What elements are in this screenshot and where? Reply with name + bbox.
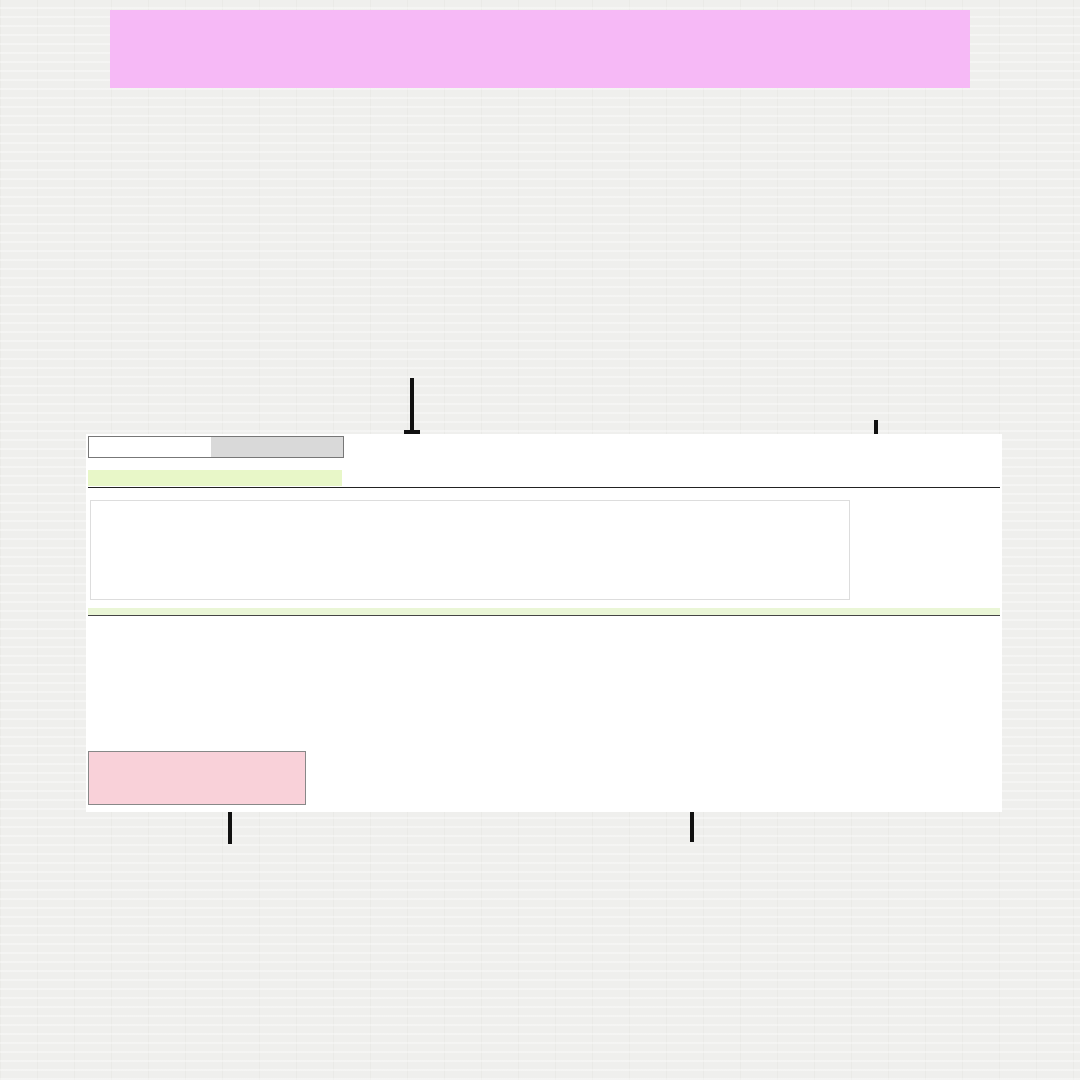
th-max-score [312, 608, 350, 615]
table-header-row [88, 608, 1000, 616]
spreadsheet-preview [86, 434, 1002, 812]
pointer-line-select [410, 378, 414, 434]
progress-chart [90, 500, 850, 600]
summary-table [88, 608, 1000, 616]
task-select-dropdown[interactable] [211, 437, 343, 457]
title-arc [0, 60, 1080, 340]
task-select-label [89, 437, 211, 457]
task-select-box [88, 436, 344, 458]
distribution-label [88, 751, 306, 805]
progress-chart-plot [91, 501, 851, 601]
selected-task-row [88, 488, 1000, 500]
header-dates [342, 470, 1000, 486]
header-domain [88, 470, 176, 486]
task-header-row [88, 470, 1000, 486]
header-task-id [176, 470, 226, 486]
th-domain [88, 608, 176, 615]
th-task-id [176, 608, 214, 615]
th-task-name [214, 608, 312, 615]
header-task-name [226, 470, 342, 486]
